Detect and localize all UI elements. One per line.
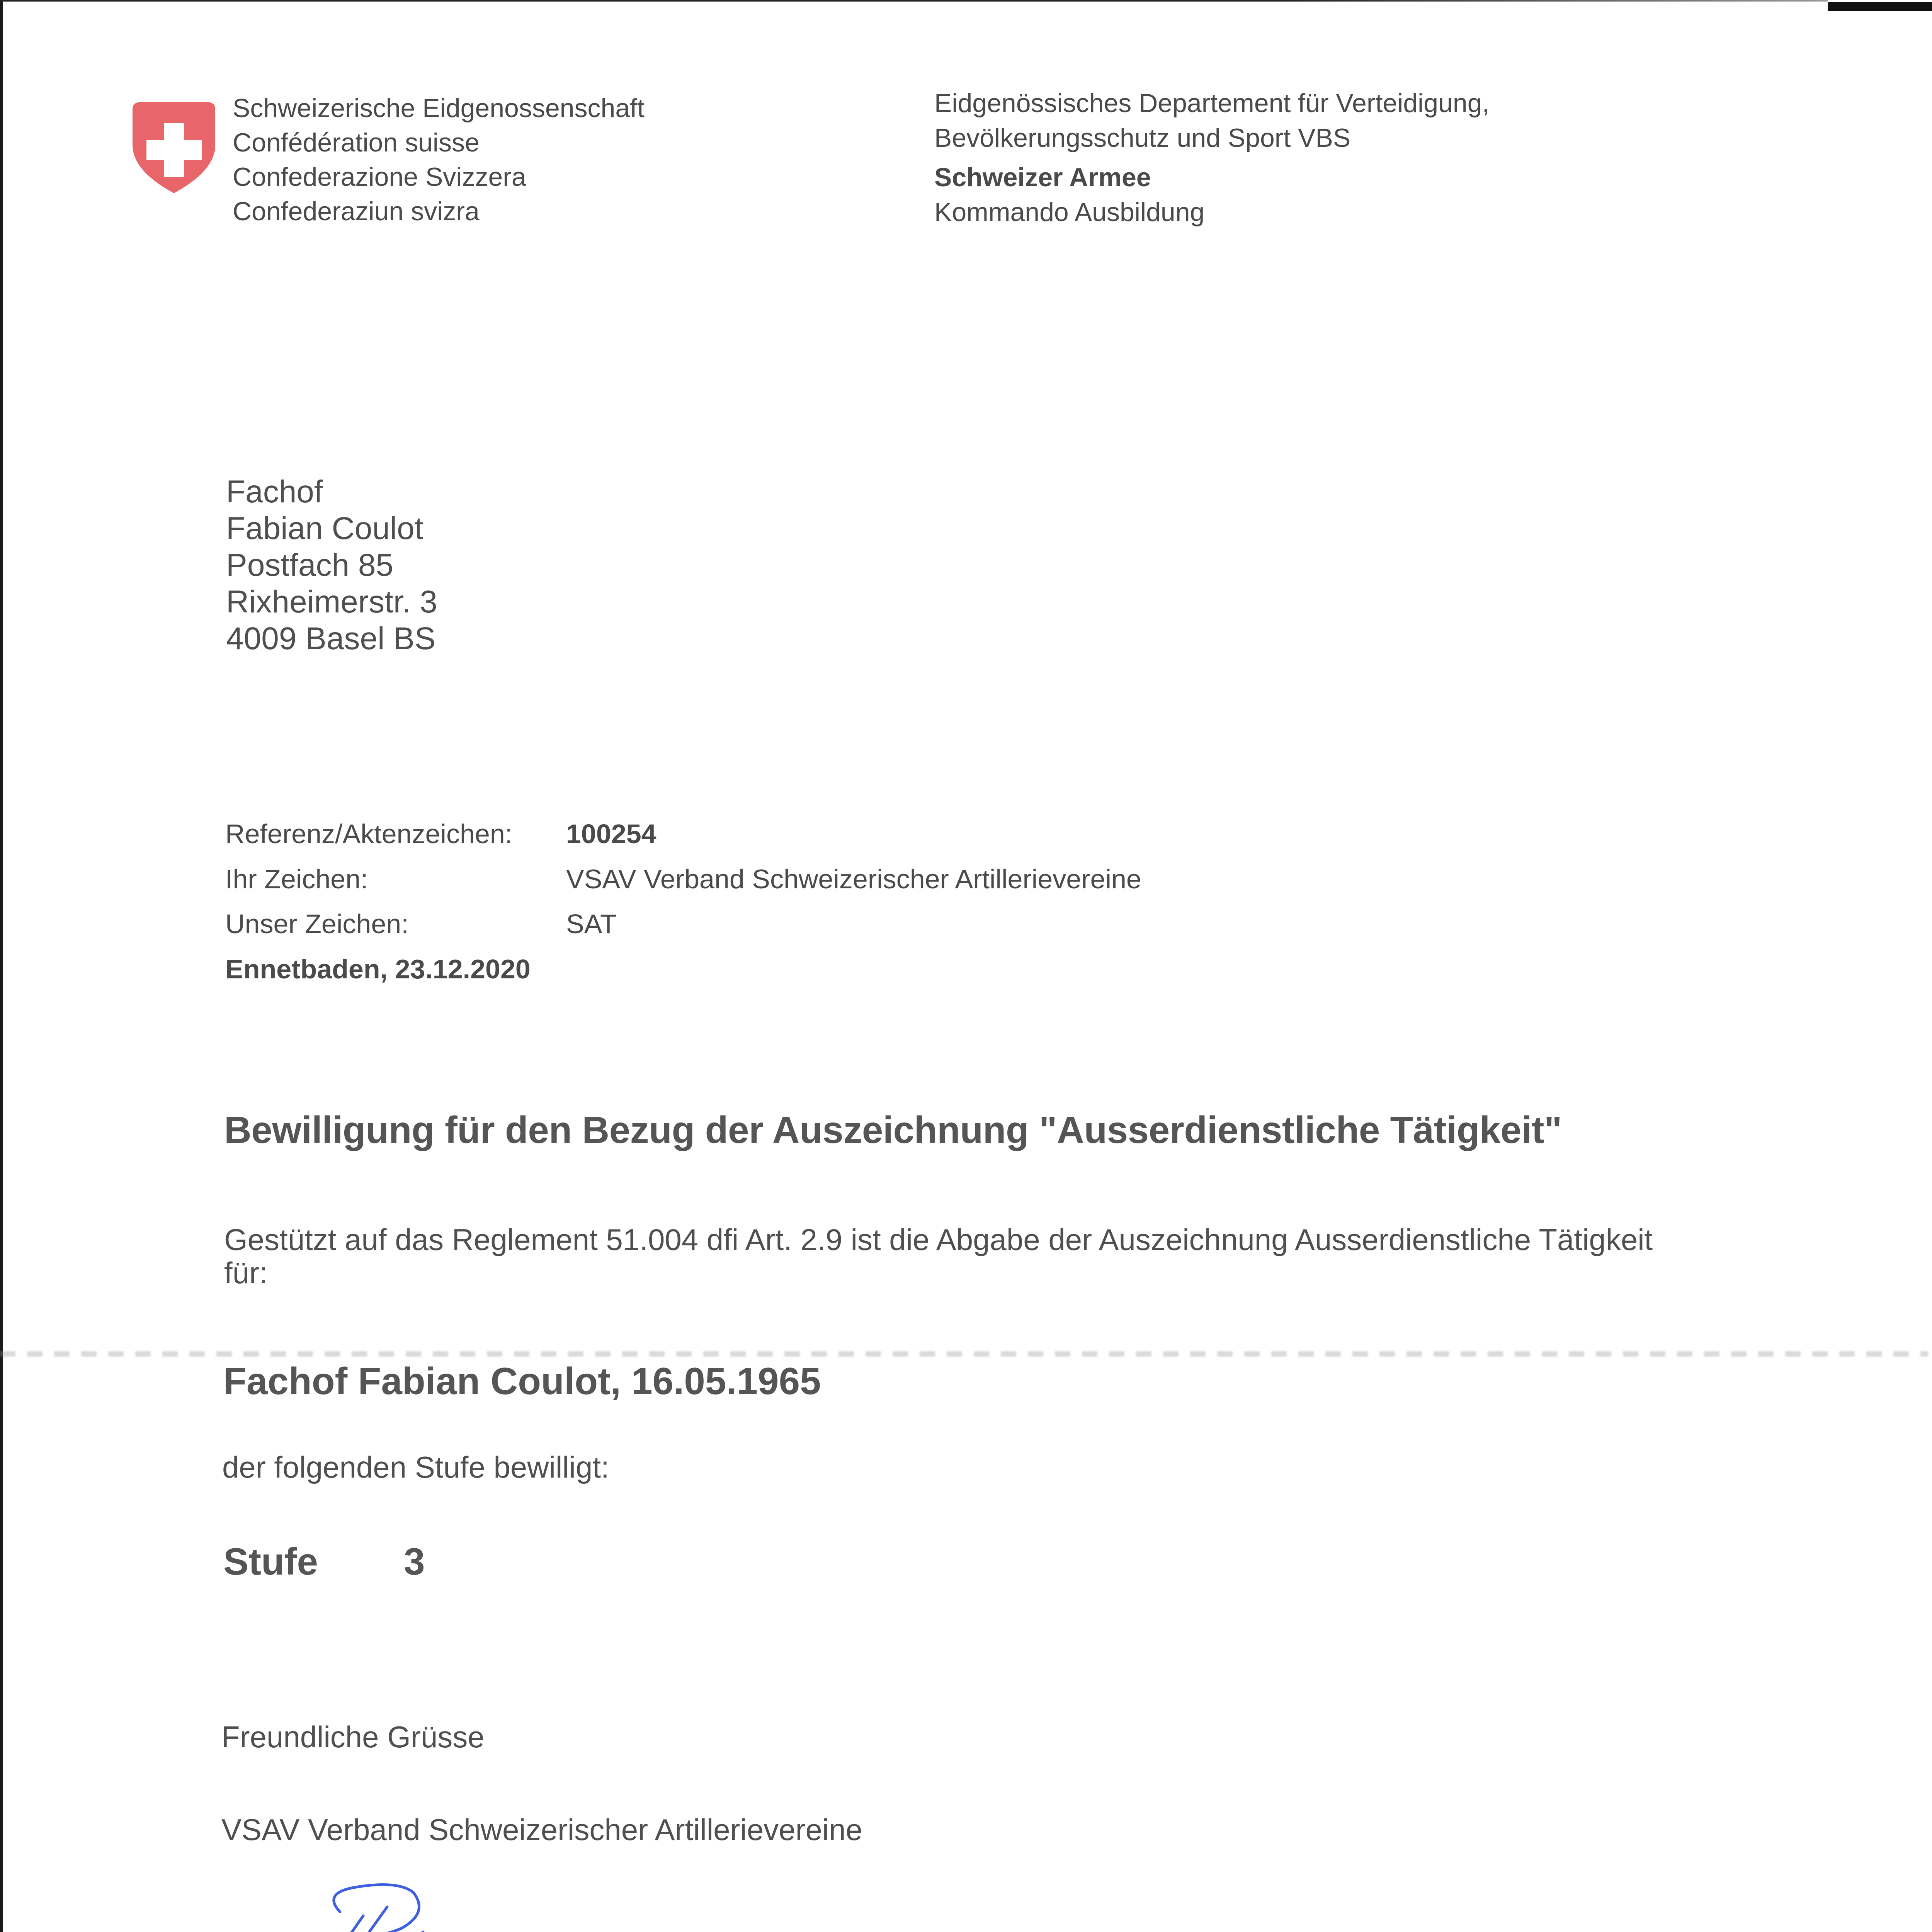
scan-border-left (0, 0, 3, 1932)
department-block (934, 86, 1489, 230)
paper-fold-line (0, 1351, 1928, 1357)
your-sign-value: VSAV Verband Schweizerischer Artillerievereine (566, 864, 1141, 894)
our-sign-label: Unser Zeichen: (225, 909, 409, 939)
recipient-po-box: Postfach 85 (226, 548, 394, 583)
greeting: Freundliche Grüsse (221, 1720, 485, 1754)
recipient-address (226, 473, 437, 657)
confederation-name-it: Confederazione Svizzera (233, 162, 526, 192)
recipient-street: Rixheimerstr. 3 (226, 584, 437, 619)
stage-value: 3 (404, 1540, 425, 1583)
place-date: Ennetbaden, 23.12.2020 (225, 954, 531, 984)
signing-organization: VSAV Verband Schweizerischer Artillerievereine (221, 1813, 863, 1847)
department-line-2: Bevölkerungsschutz und Sport VBS (934, 123, 1351, 153)
confederation-names (233, 91, 645, 229)
confederation-name-de: Schweizerische Eidgenossenschaft (233, 94, 645, 123)
unit-name: Kommando Ausbildung (934, 197, 1205, 227)
scan-corner-mark (1828, 2, 1932, 11)
confederation-name-fr: Confédération suisse (233, 128, 480, 157)
reference-value: 100254 (566, 819, 656, 849)
letter-subject: Bewilligung für den Bezug der Auszeichnung "Ausserdienstliche Tätigkeit" (224, 1109, 1562, 1151)
scan-border-top (0, 0, 1828, 2)
recipient-name: Fabian Coulot (226, 511, 423, 546)
awardee: Fachof Fabian Coulot, 16.05.1965 (223, 1360, 821, 1402)
signature-icon (286, 1870, 456, 1932)
swiss-coat-of-arms-icon (129, 100, 218, 194)
stage-label: Stufe (223, 1540, 318, 1583)
recipient-rank: Fachof (226, 474, 323, 509)
our-sign-value: SAT (566, 909, 617, 939)
your-sign-label: Ihr Zeichen: (225, 864, 368, 894)
letter-intro: Gestützt auf das Reglement 51.004 dfi Art. 2.9 ist die Abgabe der Auszeichnung Ausserdienstliche Tätigkeit für: (224, 1223, 1653, 1290)
recipient-city: 4009 Basel BS (226, 621, 436, 656)
department-line-1: Eidgenössisches Departement für Verteidigung, (934, 88, 1490, 118)
reference-label: Referenz/Aktenzeichen: (225, 819, 513, 849)
stage-text: der folgenden Stufe bewilligt: (222, 1450, 609, 1484)
confederation-name-rm: Confederaziun svizra (233, 197, 480, 226)
org-name: Schweizer Armee (934, 163, 1151, 192)
